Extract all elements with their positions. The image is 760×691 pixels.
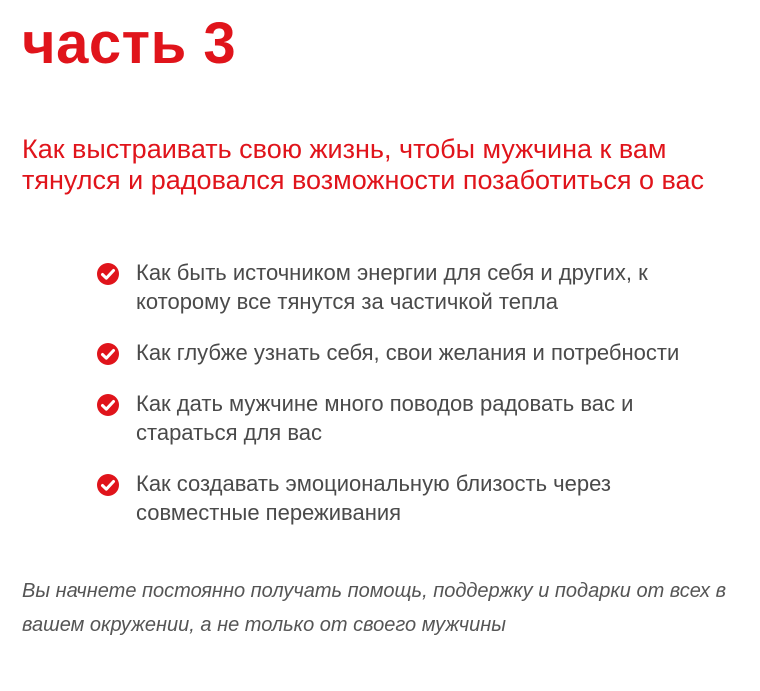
closing-statement: Вы начнете постоянно получать помощь, поддержку и подарки от всех в вашем окружении, а не только от своего мужчины: [22, 580, 727, 636]
list-item: [96, 338, 736, 367]
check-circle-icon: [96, 262, 120, 286]
check-circle-icon: [96, 342, 120, 366]
list-item: [96, 389, 736, 447]
check-circle-icon: [96, 473, 120, 497]
benefits-list: [96, 258, 736, 549]
list-item: [96, 258, 736, 316]
list-item: [96, 469, 736, 527]
list-item-text: Как глубже узнать себя, свои желания и потребности: [136, 340, 680, 365]
list-item-text: Как дать мужчине много поводов радовать вас и стараться для вас: [136, 391, 634, 445]
check-circle-icon: [96, 393, 120, 417]
list-item-text: Как создавать эмоциональную близость через совместные переживания: [136, 471, 611, 525]
section-subtitle: Как выстраивать свою жизнь, чтобы мужчина к вам тянулся и радовался возможности позаботиться о вас: [22, 134, 705, 195]
part-title: часть 3: [22, 11, 237, 76]
list-item-text: Как быть источником энергии для себя и других, к которому все тянутся за частичкой тепла: [136, 260, 648, 314]
